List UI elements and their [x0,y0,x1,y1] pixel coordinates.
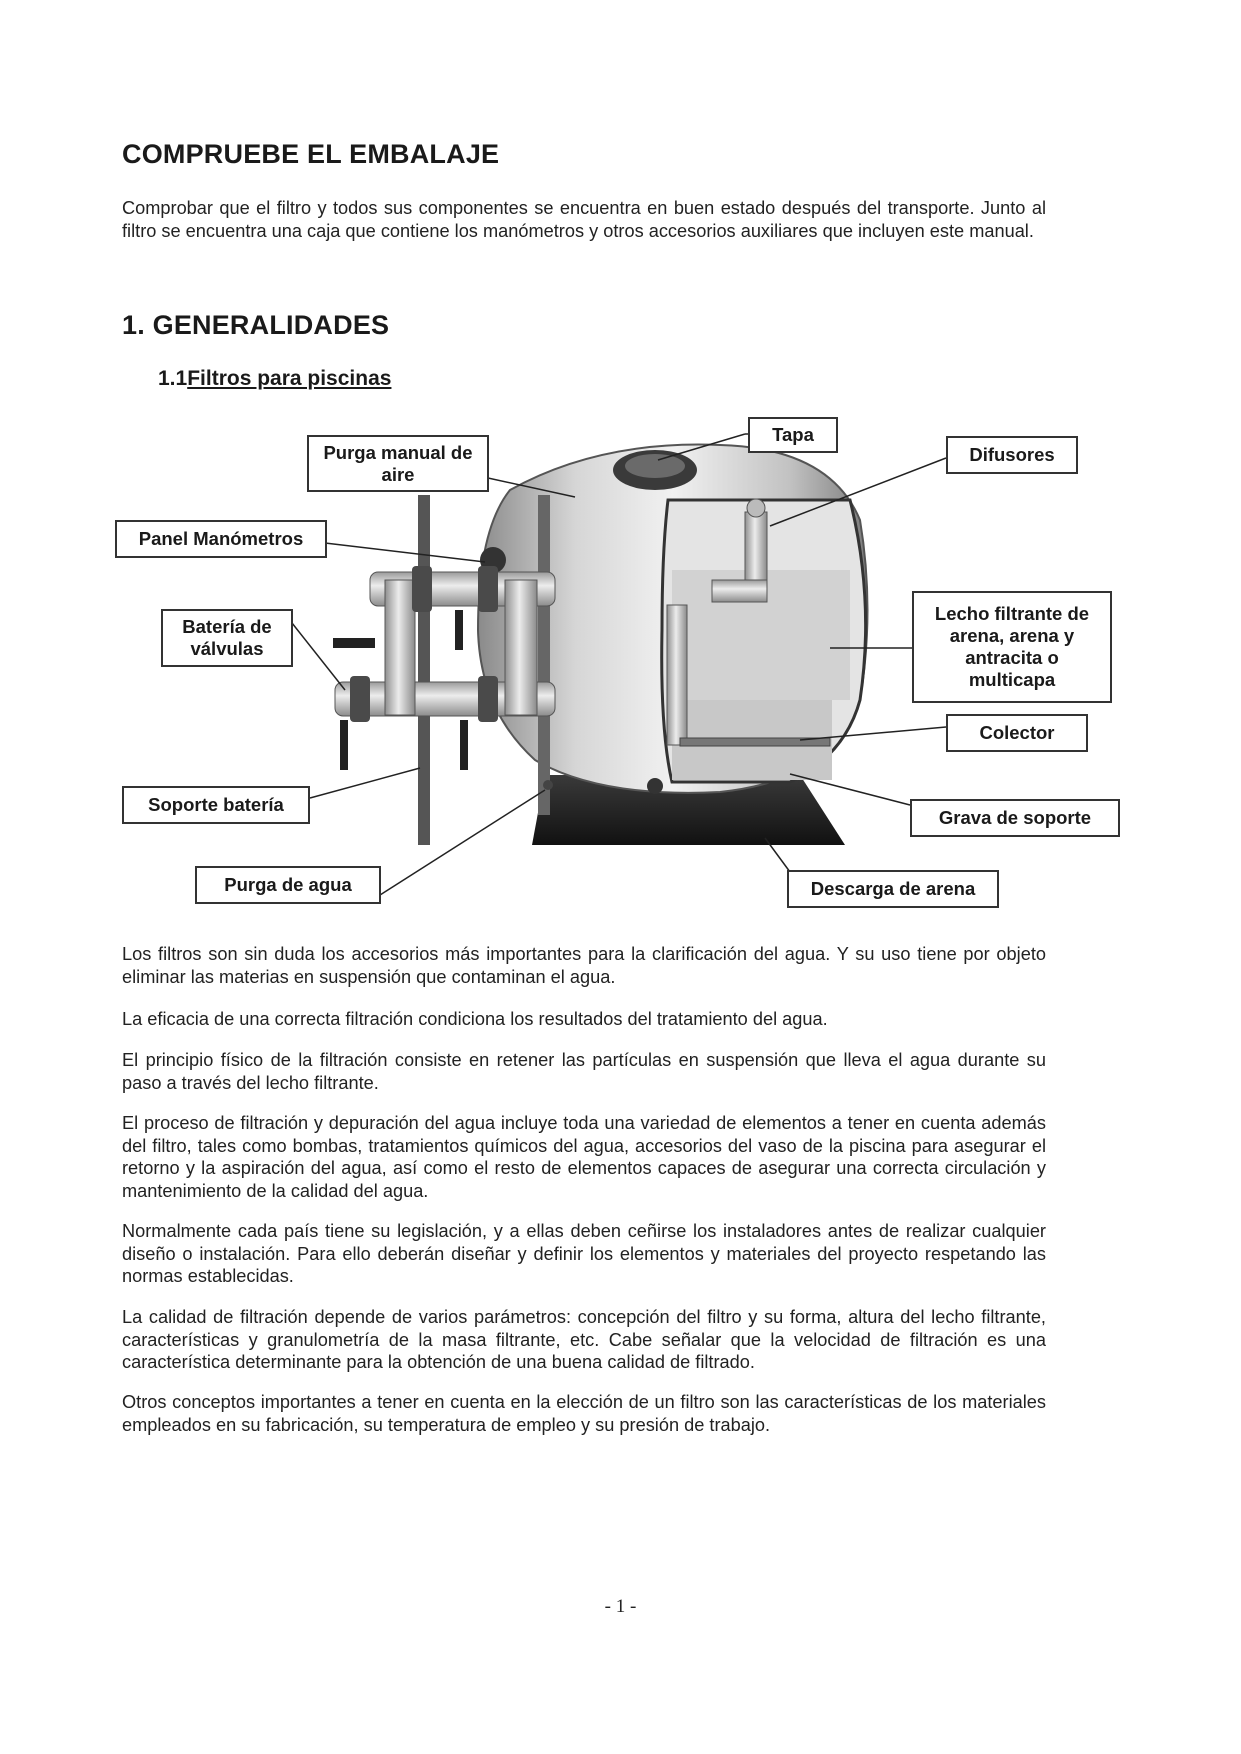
paragraph-2: La eficacia de una correcta filtración condiciona los resultados del tratamiento del agua. [122,1009,828,1029]
label-air-purge: Purga manual de aire [307,435,489,492]
label-support-gravel: Grava de soporte [910,799,1120,837]
page-number: - 1 - [604,1596,637,1617]
subsection-title: Filtros para piscinas [187,367,392,390]
label-battery-support: Soporte batería [122,786,310,824]
label-filter-bed: Lecho filtrante de arena, arena y antracita o multicapa [912,591,1112,703]
water-drain-port [543,780,553,790]
section-1-heading: 1. GENERALIDADES [122,310,390,340]
valve-flange-3 [350,676,370,722]
valve-flange-2 [478,566,498,612]
tank-lid-inner [625,454,685,478]
paragraph-7: Otros conceptos importantes a tener en cuenta en la elección de un filtro son las características de los materiales empleados en su fabricación, su temperatura de empleo y su presión de trabajo. [122,1392,1046,1435]
filter-diagram [0,400,1241,920]
paragraph-4: El proceso de filtración y depuración del agua incluye toda una variedad de elementos a tener en cuenta además del filtro, tales como bombas, tratamientos químicos del agua, accesorios del vaso de la piscina para asegurar el retorno y la aspiración del agua, así como el resto de elementos capaces de asegurar una correcta circulación y mantenimiento de la calidad del agua. [122,1113,1046,1201]
check-packaging-text: Comprobar que el filtro y todos sus componentes se encuentra en buen estado después del transporte. Junto al filtro se encuentra una caja que contiene los manómetros y otros accesorios auxiliares que incluyen este manual. [122,198,1046,241]
diffuser-elbow [712,580,767,602]
collector-riser [667,605,687,745]
diffuser-head [747,499,765,517]
check-packaging-heading: COMPRUEBE EL EMBALAJE [122,139,500,169]
valve-handle-2 [455,610,463,650]
label-valve-battery: Batería de válvulas [161,609,293,667]
valve-connector-right [505,580,537,715]
paragraph-3: El principio físico de la filtración consiste en retener las partículas en suspensión que lleva el agua durante su paso a través del lecho filtrante. [122,1050,1046,1093]
label-lid: Tapa [748,417,838,453]
valve-connector-left [385,580,415,715]
valve-flange-4 [478,676,498,722]
support-post-right [538,495,550,815]
paragraph-5: Normalmente cada país tiene su legislación, y a ellas deben ceñirse los instaladores antes de realizar cualquier diseño o instalación. Para ello deberán diseñar y definir los elementos y materiales del proyecto respetando las normas establecidas. [122,1221,1046,1286]
label-collector: Colector [946,714,1088,752]
label-sand-discharge: Descarga de arena [787,870,999,908]
subsection-number: 1.1 [158,367,188,390]
paragraph-1: Los filtros son sin duda los accesorios más importantes para la clarificación del agua. Y su uso tiene por objeto eliminar las materias en suspensión que contaminan el agua. [122,944,1046,987]
valve-handle-4 [460,720,468,770]
label-water-purge: Purga de agua [195,866,381,904]
sand-drain-port [647,778,663,794]
paragraph-6: La calidad de filtración depende de varios parámetros: concepción del filtro y su forma, altura del lecho filtrante, características y granulometría de la masa filtrante, etc. Cabe señalar que la velocidad de filtración es una característica determinante para la obtención de una buena calidad de filtrado. [122,1307,1046,1372]
support-post-left [418,495,430,845]
valve-handle-3 [340,720,348,770]
valve-handle-1 [333,638,375,648]
label-gauge-panel: Panel Manómetros [115,520,327,558]
subsection-1-1-heading [158,367,391,391]
label-diffusers: Difusores [946,436,1078,474]
valve-flange-1 [412,566,432,612]
